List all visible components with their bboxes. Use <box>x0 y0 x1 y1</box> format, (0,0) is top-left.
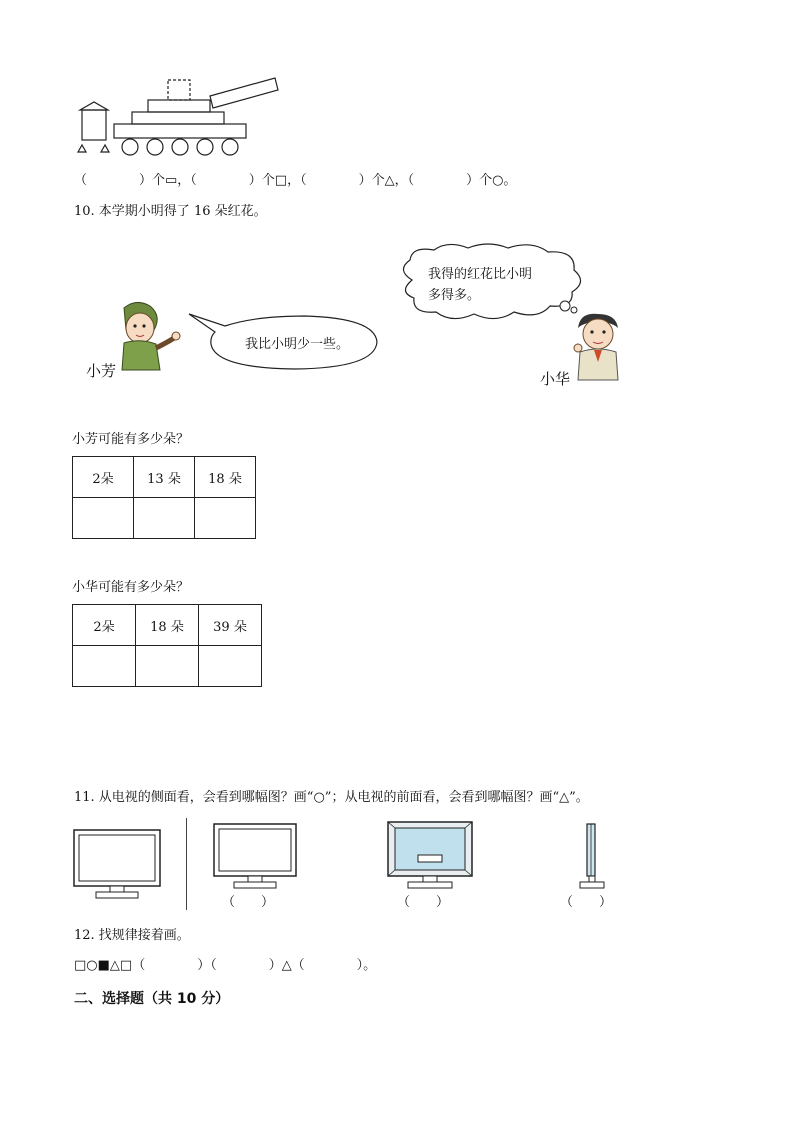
hua-option-2: 39 朵 <box>199 605 262 646</box>
girl-speech-text: 我比小明少一些。 <box>245 337 350 352</box>
q12-pattern: □○■△□（ ）（ ）△（ ）。 <box>74 958 377 973</box>
hua-option-1: 18 朵 <box>136 605 199 646</box>
section-2-heading: 二、选择题（共 10 分） <box>74 991 230 1007</box>
divider-line <box>186 818 187 910</box>
tank-shapes-figure <box>70 70 290 160</box>
fang-option-2: 18 朵 <box>195 457 256 498</box>
fang-options-table <box>72 456 256 539</box>
tv-front-view-paren[interactable]: （ ） <box>397 895 450 910</box>
q12-title: 12. 找规律接着画。 <box>74 928 190 943</box>
fang-answer-cell-2[interactable] <box>195 498 256 539</box>
q11-title: 11. 从电视的侧面看，会看到哪幅图？画“○”；从电视的前面看，会看到哪幅图？画“△”。 <box>74 790 589 805</box>
hua-answer-cell-0[interactable] <box>73 646 136 687</box>
fang-answer-cell-0[interactable] <box>73 498 134 539</box>
tv-side-view-icon[interactable] <box>575 822 609 890</box>
girl-name: 小芳 <box>86 362 117 380</box>
fang-option-1: 13 朵 <box>134 457 195 498</box>
tv-front-view-icon[interactable] <box>386 820 476 890</box>
hua-answer-cell-2[interactable] <box>199 646 262 687</box>
fang-answer-cell-1[interactable] <box>134 498 195 539</box>
hua-option-0: 2朵 <box>73 605 136 646</box>
boy-illustration <box>568 310 628 382</box>
q10-title: 10. 本学期小明得了 16 朵红花。 <box>74 204 267 219</box>
boy-thought-line2: 多得多。 <box>428 288 481 303</box>
q-fang: 小芳可能有多少朵？ <box>72 432 190 447</box>
boy-thought-cloud <box>392 240 592 330</box>
hua-options-table <box>72 604 262 687</box>
fang-option-0: 2朵 <box>73 457 134 498</box>
boy-name: 小华 <box>540 370 571 388</box>
hua-answer-cell-1[interactable] <box>136 646 199 687</box>
tv-back-view-paren[interactable]: （ ） <box>222 895 275 910</box>
tv-side-view-paren[interactable]: （ ） <box>560 895 613 910</box>
tv-reference-icon <box>72 828 164 900</box>
q9-answer-line: （ ）个▭，（ ）个□，（ ）个△，（ ）个○。 <box>74 173 517 188</box>
boy-thought-line1: 我得的红花比小明 <box>428 267 533 282</box>
girl-illustration <box>110 298 190 373</box>
tv-back-view-icon[interactable] <box>212 822 300 890</box>
q-hua: 小华可能有多少朵？ <box>72 580 190 595</box>
